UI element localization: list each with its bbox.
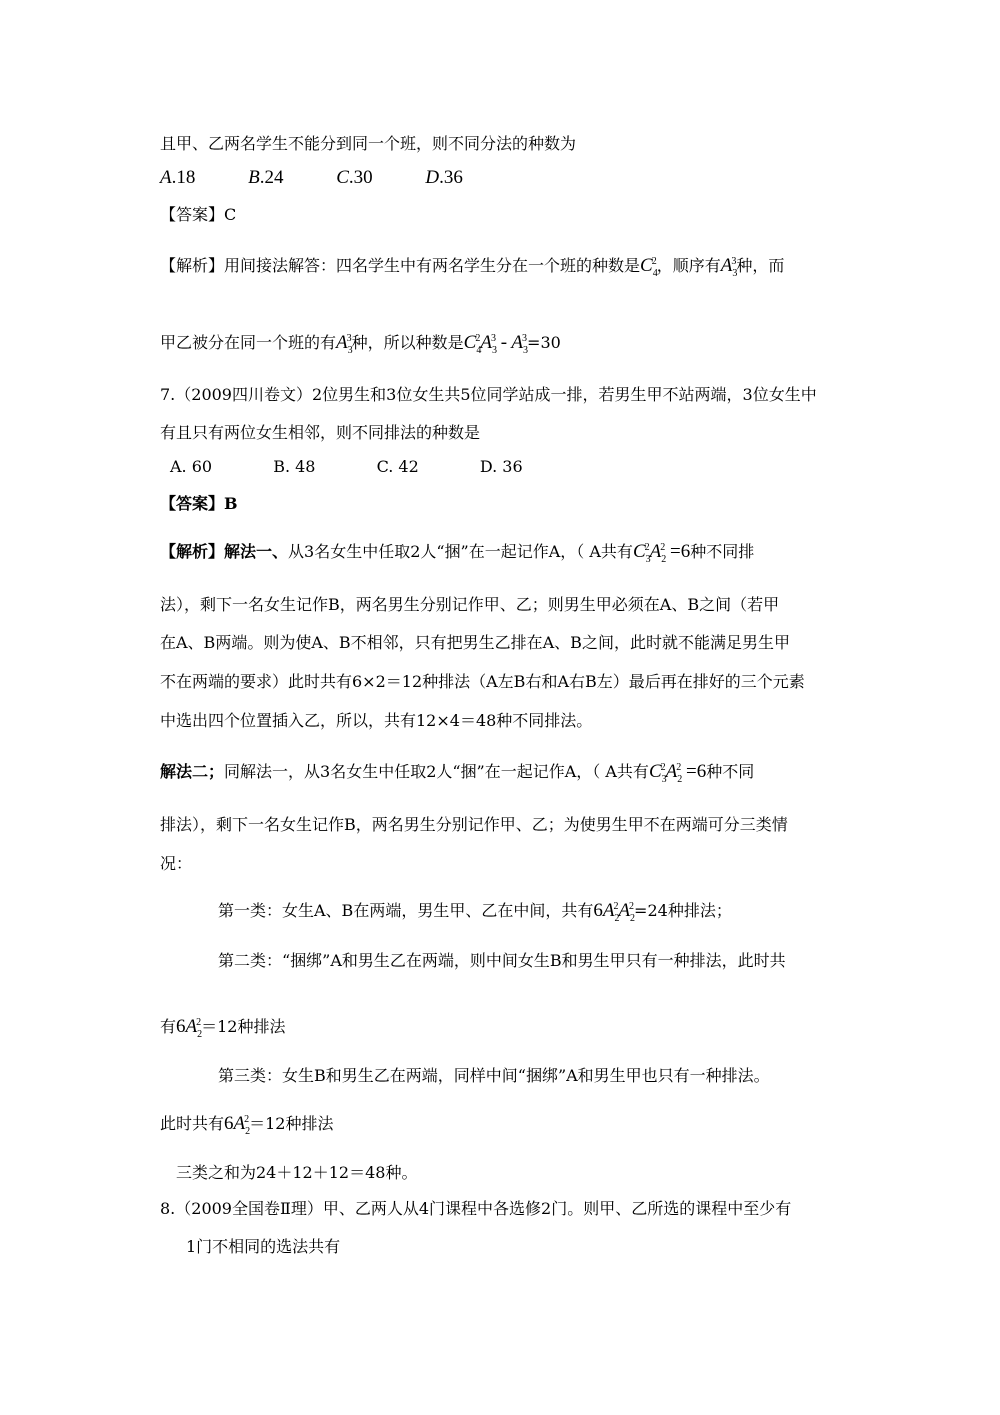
- method2-line3: 况：: [160, 854, 193, 873]
- q7-options: [170, 457, 523, 477]
- case1-line: 第一类：女生A、B在两端，男生甲、乙在中间，共有$6A_2^2A_2^2=24$种排法；: [218, 900, 732, 924]
- case2-line1: 第二类：“捆绑”A和男生乙在两端，则中间女生B和男生甲只有一种排法，此时共: [218, 951, 786, 970]
- math-c32a22: $C_3^2A_2^2$: [632, 541, 667, 565]
- method2-line2: 排法），剩下一名女生记作B，两名男生分别记作甲、乙；为使男生甲不在两端可分三类情: [160, 815, 788, 834]
- q7-analysis-line2: 法），剩下一名女生记作B，两名男生分别记作甲、乙；则男生甲必须在A、B之间（若甲: [160, 595, 780, 614]
- method2-line1: 解法二；同解法一，从3名女生中任取2人“捆”在一起记作A，（ A共有$C_3^2A_2^2 =6$种不同: [160, 761, 755, 785]
- case2-line2: 有$6A_2^2=12$种排法: [160, 1016, 286, 1040]
- math-a22: $A_2^2$: [185, 1016, 203, 1040]
- q7-option-d: D. 36: [479, 457, 523, 476]
- q6-answer: 【答案】C: [160, 205, 237, 224]
- q6-analysis-line1: 【解析】用间接法解答：四名学生中有两名学生分在一个班的种数是$C_4^2$，顺序有$A_3^3$种，而: [160, 255, 785, 279]
- math-a22a22: $A_2^2A_2^2$: [602, 900, 636, 924]
- q7-stem-line1: 7.（2009四川卷文）2位男生和3位女生共5位同学站成一排，若男生甲不站两端，3位女生中: [160, 385, 817, 404]
- q8-stem-line2: 1门不相同的选法共有: [186, 1237, 341, 1256]
- q6-analysis-line2: 甲乙被分在同一个班的有$A_3^3$种，所以种数是$C_4^2A_3^3 - A_3^3=30$: [160, 332, 561, 356]
- q7-option-a: A. 60: [170, 457, 213, 476]
- math-c42a33-a33: $C_4^2A_3^3 - A_3^3$: [463, 332, 529, 356]
- q6-options: [160, 168, 463, 188]
- q7-stem-line2: 有且只有两位女生相邻，则不同排法的种数是: [160, 423, 481, 442]
- math-a22: $A_2^2$: [233, 1113, 251, 1137]
- q6-option-b: B.24: [248, 167, 284, 188]
- q7-answer: 【答案】B: [160, 494, 238, 513]
- math-c42: $C_4^2$: [640, 255, 658, 279]
- case3-line1: 第三类：女生B和男生乙在两端，同样中间“捆绑”A和男生甲也只有一种排法。: [218, 1066, 770, 1085]
- q7-analysis-line4: 不在两端的要求）此时共有6×2＝12种排法（A左B右和A右B左）最后再在排好的三个元素: [160, 672, 805, 691]
- math-a33: $A_3^3$: [720, 255, 738, 279]
- q7-option-b: B. 48: [273, 457, 316, 476]
- math-a33: $A_3^3$: [336, 332, 353, 356]
- q7-option-c: C. 42: [376, 457, 419, 476]
- q7-analysis-line5: 中选出四个位置插入乙，所以，共有12×4＝48种不同排法。: [160, 711, 593, 730]
- q8-stem-line1: 8.（2009全国卷Ⅱ理）甲、乙两人从4门课程中各选修2门。则甲、乙所选的课程中至少有: [160, 1199, 792, 1218]
- sum-line: 三类之和为24＋12＋12＝48种。: [176, 1163, 418, 1182]
- q6-option-c: C.30: [336, 167, 373, 188]
- q6-stem-line: 且甲、乙两名学生不能分到同一个班，则不同分法的种数为: [160, 134, 577, 153]
- q6-option-d: D.36: [425, 167, 463, 188]
- q6-option-a: A.18: [160, 167, 196, 188]
- q7-analysis-line3: 在A、B两端。则为使A、B不相邻，只有把男生乙排在A、B之间，此时就不能满足男生甲: [160, 633, 790, 652]
- q7-analysis-line1: 【解析】解法一、从3名女生中任取2人“捆”在一起记作A，（ A共有$C_3^2A_2^2 =6$种不同排: [160, 541, 755, 565]
- math-c32a22: $C_3^2A_2^2$: [648, 761, 683, 785]
- case3-line2: 此时共有$6A_2^2=12$种排法: [160, 1113, 334, 1137]
